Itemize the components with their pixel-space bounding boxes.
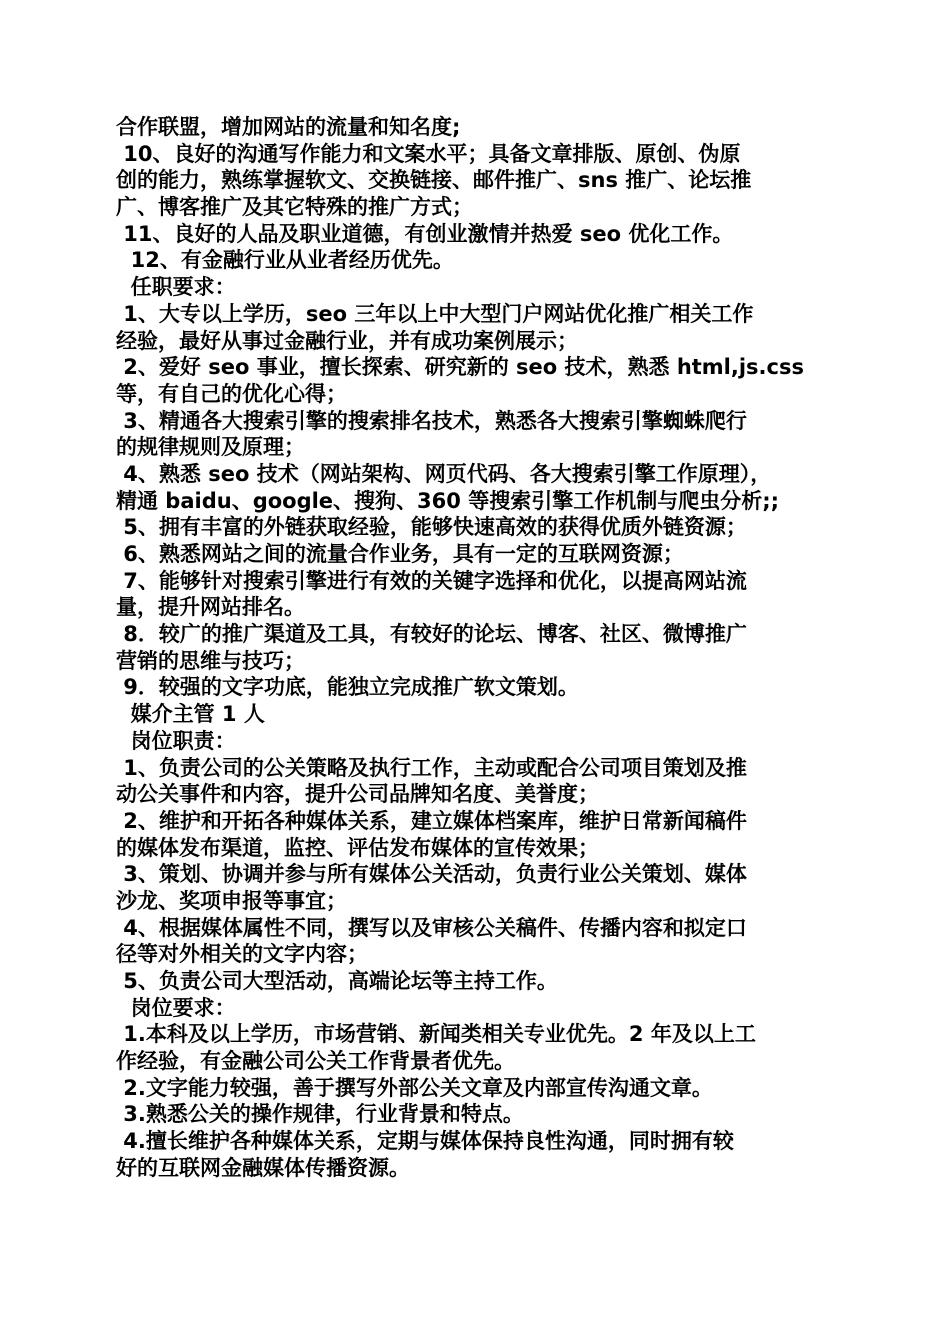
document-body — [116, 114, 836, 1182]
text-line: 1.本科及以上学历，市场营销、新闻类相关专业优先。2 年及以上工 — [116, 1022, 756, 1047]
text-line: 的媒体发布渠道，监控、评估发布媒体的宣传效果； — [116, 835, 599, 860]
text-line: 2、维护和开拓各种媒体关系，建立媒体档案库，维护日常新闻稿件 — [116, 808, 747, 833]
text-line: 10、良好的沟通写作能力和文案水平；具备文章排版、原创、伪原 — [116, 141, 741, 166]
text-line: 2.文字能力较强，善于撰写外部公关文章及内部宣传沟通文章。 — [116, 1075, 713, 1100]
text-line: 好的互联网金融媒体传播资源。 — [116, 1155, 410, 1180]
section-heading: 任职要求： — [116, 275, 236, 300]
text-line: 4、熟悉 seo 技术（网站架构、网页代码、各大搜索引擎工作原理）， — [116, 461, 772, 486]
text-line: 11、良好的人品及职业道德，有创业激情并热爱 seo 优化工作。 — [116, 221, 734, 246]
text-line: 精通 baidu、google、搜狗、360 等搜索引擎工作机制与爬虫分析;; — [116, 488, 779, 513]
text-line: 2、爱好 seo 事业，擅长探索、研究新的 seo 技术，熟悉 html,js.css — [116, 355, 804, 380]
section-heading: 媒介主管 1 人 — [116, 702, 265, 727]
text-line: 1、大专以上学历，seo 三年以上中大型门户网站优化推广相关工作 — [116, 301, 754, 326]
text-line: 8．较广的推广渠道及工具，有较好的论坛、博客、社区、微博推广 — [116, 622, 747, 647]
section-heading: 岗位要求： — [116, 995, 236, 1020]
text-line: 的规律规则及原理； — [116, 435, 305, 460]
text-line: 量，提升网站排名。 — [116, 595, 305, 620]
text-line: 1、负责公司的公关策略及执行工作，主动或配合公司项目策划及推 — [116, 755, 747, 780]
text-line: 动公关事件和内容，提升公司品牌知名度、美誉度； — [116, 782, 599, 807]
text-line: 营销的思维与技巧； — [116, 648, 305, 673]
section-heading: 岗位职责： — [116, 728, 236, 753]
text-line: 3、策划、协调并参与所有媒体公关活动，负责行业公关策划、媒体 — [116, 862, 747, 887]
text-line: 作经验，有金融公司公关工作背景者优先。 — [116, 1049, 515, 1074]
text-line: 12、有金融行业从业者经历优先。 — [116, 248, 454, 273]
text-line: 3、精通各大搜索引擎的搜索排名技术，熟悉各大搜索引擎蜘蛛爬行 — [116, 408, 747, 433]
text-line: 经验，最好从事过金融行业，并有成功案例展示； — [116, 328, 578, 353]
text-line: 3.熟悉公关的操作规律，行业背景和特点。 — [116, 1102, 524, 1127]
text-line: 创的能力，熟练掌握软文、交换链接、邮件推广、sns 推广、论坛推 — [116, 168, 752, 193]
text-line: 沙龙、奖项申报等事宜； — [116, 888, 347, 913]
text-line: 4.擅长维护各种媒体关系，定期与媒体保持良性沟通，同时拥有较 — [116, 1129, 734, 1154]
text-line: 合作联盟，增加网站的流量和知名度; — [116, 115, 461, 139]
text-line: 5、负责公司大型活动，高端论坛等主持工作。 — [116, 969, 558, 993]
text-line: 7、能够针对搜索引擎进行有效的关键字选择和优化，以提高网站流 — [116, 568, 747, 593]
text-line: 4、根据媒体属性不同，撰写以及审核公关稿件、传播内容和拟定口 — [116, 915, 747, 940]
text-line: 9．较强的文字功底，能独立完成推广软文策划。 — [116, 675, 579, 700]
text-line: 广、博客推广及其它特殊的推广方式； — [116, 195, 473, 220]
text-line: 径等对外相关的文字内容； — [116, 942, 368, 967]
text-line: 等，有自己的优化心得； — [116, 381, 347, 406]
text-line: 6、熟悉网站之间的流量合作业务，具有一定的互联网资源； — [116, 542, 684, 566]
text-line: 5、拥有丰富的外链获取经验，能够快速高效的获得优质外链资源； — [116, 515, 747, 540]
